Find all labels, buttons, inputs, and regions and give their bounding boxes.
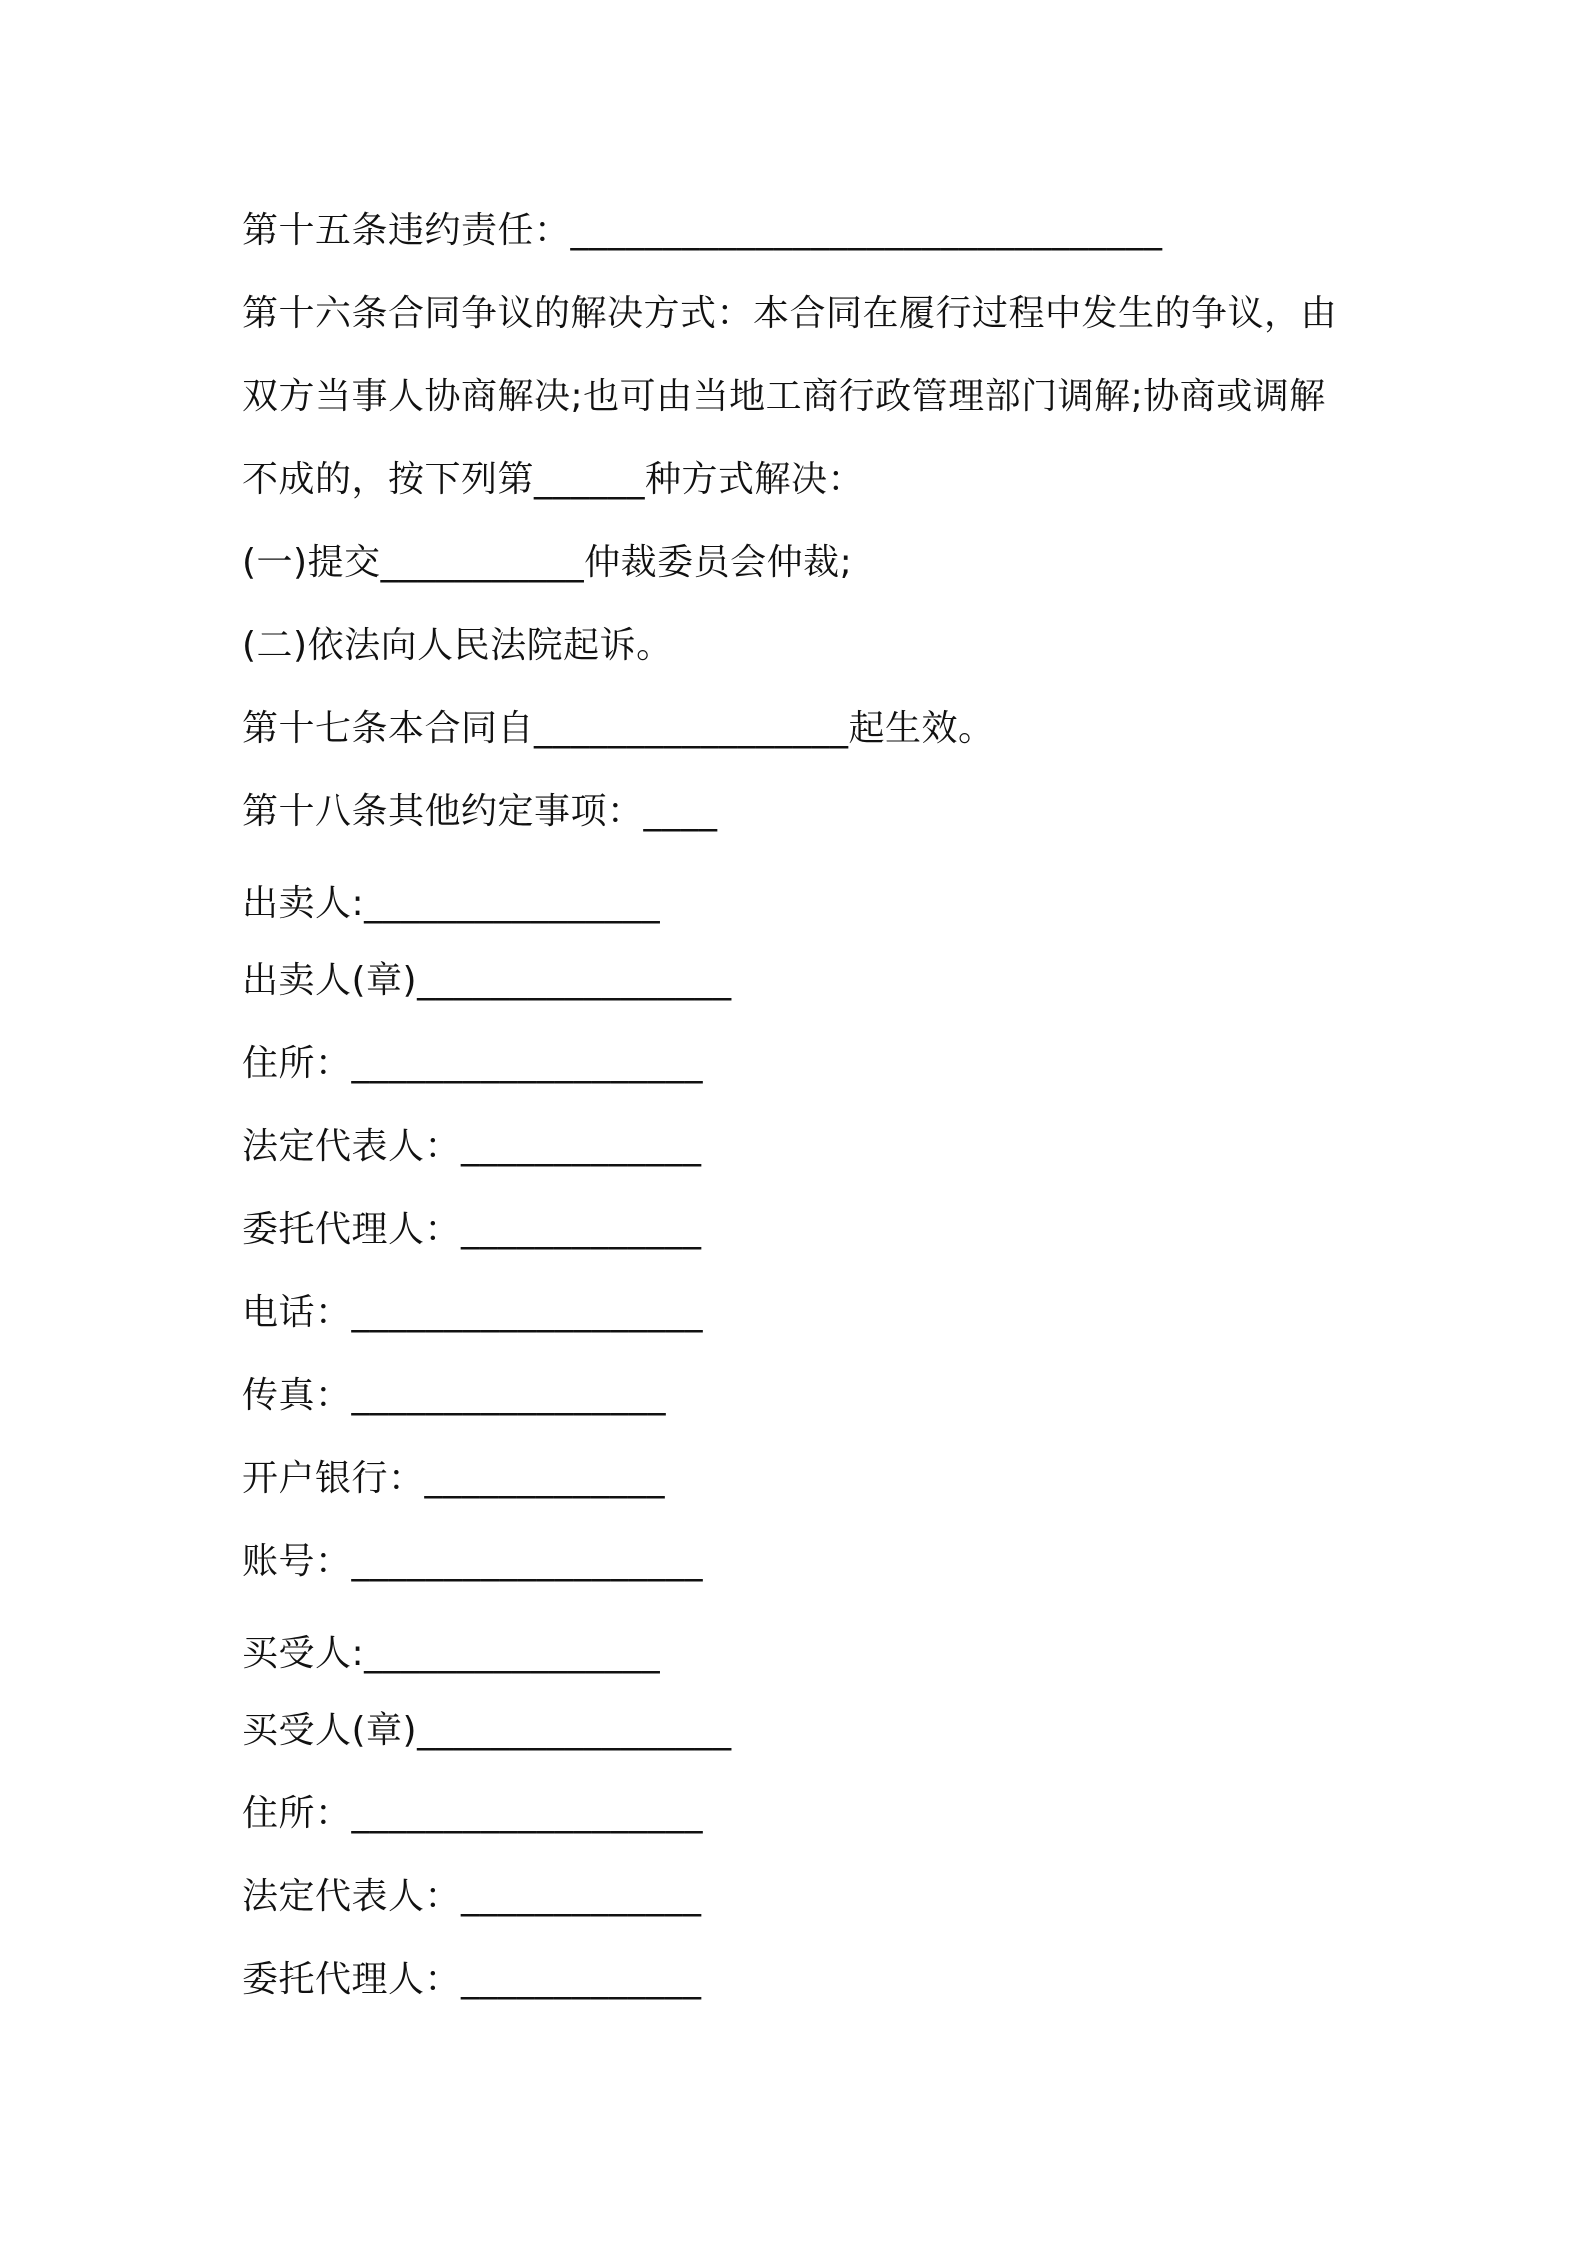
clause-16-dispute-line-2: 双方当事人协商解决;也可由当地工商行政管理部门调解;协商或调解 <box>242 376 1326 417</box>
seller-address-field: 住所：___________________ <box>242 1043 704 1084</box>
buyer-name-field: 买受人:________________ <box>242 1633 661 1674</box>
buyer-legal-rep-field: 法定代表人：_____________ <box>242 1876 702 1917</box>
seller-legal-rep-field: 法定代表人：_____________ <box>242 1126 702 1167</box>
dispute-option-arbitration: (一)提交___________仲裁委员会仲裁; <box>242 542 853 583</box>
clause-16-dispute-line-3: 不成的，按下列第______种方式解决： <box>242 459 865 500</box>
buyer-agent-field: 委托代理人：_____________ <box>242 1959 702 2000</box>
seller-bank-field: 开户银行：_____________ <box>242 1458 666 1499</box>
dispute-option-court: (二)依法向人民法院起诉。 <box>242 625 673 666</box>
seller-agent-field: 委托代理人：_____________ <box>242 1209 702 1250</box>
clause-16-dispute-line-1: 第十六条合同争议的解决方式：本合同在履行过程中发生的争议，由 <box>242 293 1338 334</box>
seller-account-field: 账号：___________________ <box>242 1541 704 1582</box>
seller-phone-field: 电话：___________________ <box>242 1292 704 1333</box>
seller-seal-field: 出卖人(章)_________________ <box>242 960 732 1001</box>
buyer-seal-field: 买受人(章)_________________ <box>242 1710 732 1751</box>
clause-18-other-terms: 第十八条其他约定事项：____ <box>242 791 718 832</box>
clause-15-liability: 第十五条违约责任：________________________________ <box>242 210 1163 251</box>
seller-name-field: 出卖人:________________ <box>242 883 661 924</box>
seller-fax-field: 传真：_________________ <box>242 1375 667 1416</box>
clause-17-effective: 第十七条本合同自_________________起生效。 <box>242 708 995 749</box>
buyer-address-field: 住所：___________________ <box>242 1793 704 1834</box>
